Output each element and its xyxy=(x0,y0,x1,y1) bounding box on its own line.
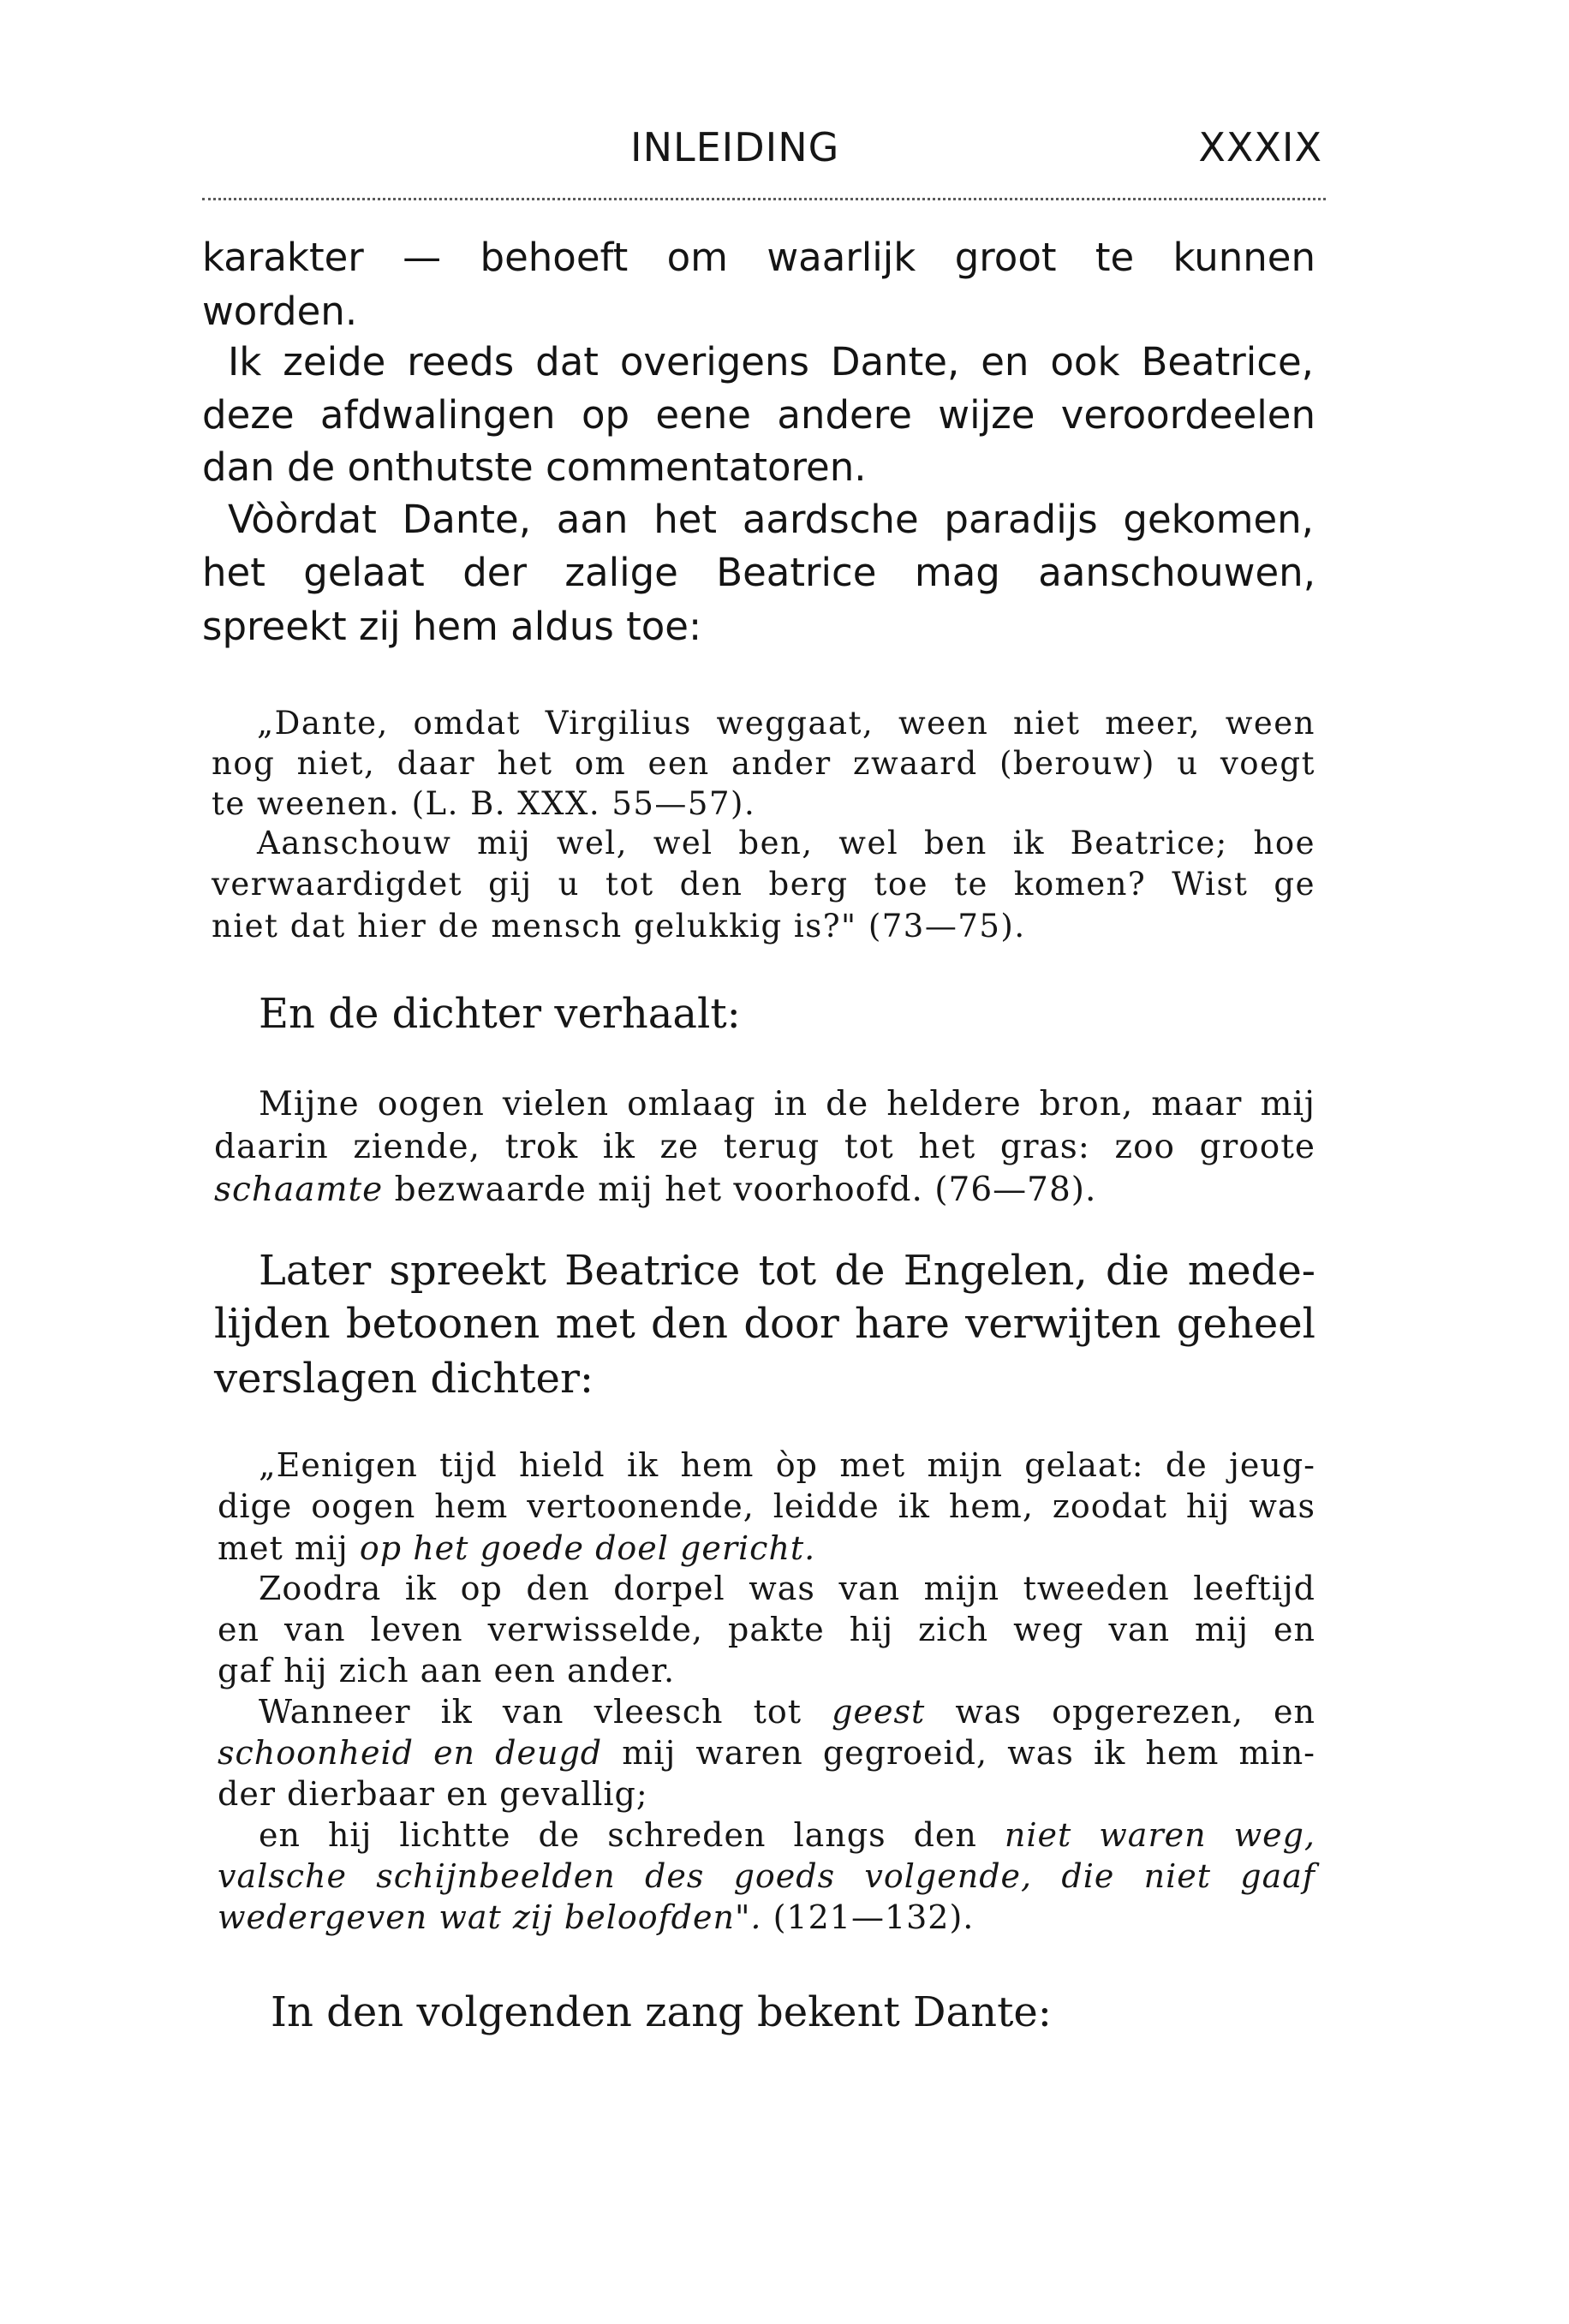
italic-phrase: wedergeven wat zij beloofden". xyxy=(218,1898,762,1936)
text-line: Later spreekt Beatrice tot de Engelen, die mede- xyxy=(259,1247,1315,1295)
quote-line-text: was opgerezen, en xyxy=(925,1693,1315,1731)
text-line: karakter — behoeft om waarlijk groot te kunnen xyxy=(202,235,1315,280)
quote-line xyxy=(218,1529,816,1567)
quote-line: niet dat hier de mensch gelukkig is?" (73—75). xyxy=(212,908,1026,944)
text-line: worden. xyxy=(202,289,358,334)
text-line: het gelaat der zalige Beatrice mag aanschouwen, xyxy=(202,550,1315,595)
quote-line-text: bezwaarde mij het voorhoofd. (76—78). xyxy=(383,1171,1097,1209)
text-line: Ik zeide reeds dat overigens Dante, en ook Beatrice, xyxy=(228,339,1314,384)
quote-line xyxy=(259,1816,1315,1854)
quote-line-text: en hij lichtte de schreden langs den xyxy=(259,1816,1005,1854)
text-line: dan de onthutste commentatoren. xyxy=(202,444,867,490)
quote-line-text: mij waren gegroeid, was ik hem min- xyxy=(602,1734,1316,1772)
quote-line: nog niet, daar het om een ander zwaard (berouw) u voegt xyxy=(212,745,1315,782)
quote-line: gaf hij zich aan een ander. xyxy=(218,1652,676,1689)
running-header xyxy=(209,124,1322,193)
quote-line-text: Wanneer ik van vleesch tot xyxy=(259,1693,832,1731)
quote-line xyxy=(218,1734,1316,1772)
quote-line: der dierbaar en gevallig; xyxy=(218,1775,648,1813)
quote-line-text: (121—132). xyxy=(761,1898,975,1936)
text-line: deze afdwalingen op eene andere wijze veroordeelen xyxy=(202,392,1315,438)
quote-line: verwaardigdet gij u tot den berg toe te komen? Wist ge xyxy=(212,866,1315,903)
quote-line: te weenen. (L. B. XXX. 55—57). xyxy=(212,785,756,822)
running-title: INLEIDING xyxy=(630,124,840,170)
text-line: En de dichter verhaalt: xyxy=(259,990,741,1038)
italic-phrase: schoonheid en deugd xyxy=(218,1734,603,1772)
quote-line: „Eenigen tijd hield ik hem òp met mijn gelaat: de jeug- xyxy=(259,1446,1315,1484)
text-line: Vòòrdat Dante, aan het aardsche paradijs gekomen, xyxy=(228,497,1314,542)
header-rule xyxy=(202,198,1326,200)
italic-phrase: niet waren weg, xyxy=(1004,1816,1315,1854)
text-line: spreekt zij hem aldus toe: xyxy=(202,604,702,649)
italic-phrase: schaamte xyxy=(214,1171,384,1209)
quote-line: Zoodra ik op den dorpel was van mijn tweeden leeftijd xyxy=(259,1570,1315,1607)
quote-line xyxy=(218,1898,975,1936)
quote-line: en van leven verwisselde, pakte hij zich weg van mij en xyxy=(218,1611,1315,1648)
quote-line: dige oogen hem vertoonende, leidde ik hem, zoodat hij was xyxy=(218,1487,1315,1525)
italic-phrase: op het goede doel gericht. xyxy=(359,1529,816,1567)
text-line: lijden betoonen met den door hare verwijten geheel xyxy=(214,1300,1315,1348)
text-line: In den volgenden zang bekent Dante: xyxy=(271,1988,1052,2036)
quote-line: daarin ziende, trok ik ze terug tot het gras: zoo groote xyxy=(214,1128,1315,1166)
page-number: XXXIX xyxy=(1198,124,1322,170)
quote-line: Aanschouw mij wel, wel ben, wel ben ik Beatrice; hoe xyxy=(257,825,1315,861)
text-line: verslagen dichter: xyxy=(214,1355,594,1403)
italic-phrase: valsche schijnbeelden des goeds volgende, die niet gaaf xyxy=(218,1857,1315,1895)
quote-line xyxy=(214,1173,1096,1207)
quote-line: „Dante, omdat Virgilius weggaat, ween niet meer, ween xyxy=(257,705,1315,742)
quote-line xyxy=(259,1693,1315,1731)
quote-line: Mijne oogen vielen omlaag in de heldere bron, maar mij xyxy=(259,1085,1315,1123)
italic-phrase: geest xyxy=(832,1693,926,1731)
quote-line xyxy=(218,1857,1315,1895)
quote-line-text: met mij xyxy=(218,1529,360,1567)
